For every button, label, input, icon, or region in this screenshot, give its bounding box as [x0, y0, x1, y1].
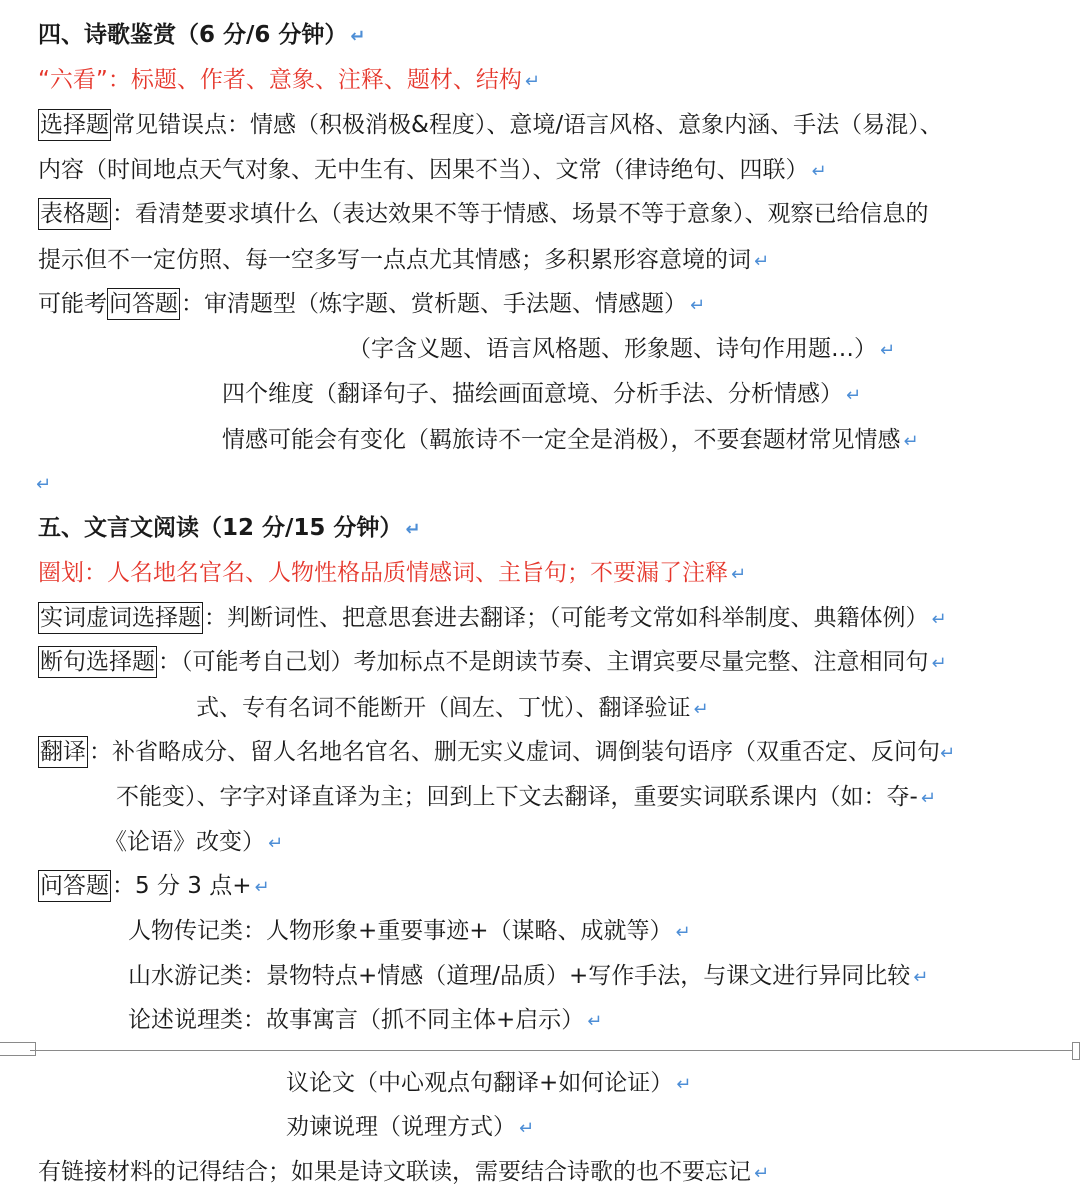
- return-arrow-icon: [932, 653, 947, 674]
- travel-text: 山水游记类：景物特点+情感（道理/品质）+写作手法，与课文进行异同比较: [128, 963, 911, 989]
- return-arrow-icon: [519, 1118, 534, 1139]
- table-line-1: [38, 197, 929, 231]
- section5-heading-text: 五、文言文阅读（12 分/15 分钟）: [38, 515, 403, 541]
- qa4-box: 问答题: [107, 288, 180, 320]
- translate-line-3: [104, 825, 283, 861]
- return-arrow-icon: [932, 609, 947, 630]
- punct-line-2: [196, 691, 709, 727]
- return-arrow-icon: [587, 1011, 602, 1032]
- return-arrow-icon: [694, 699, 709, 720]
- qa4-text-2: （字含义题、语言风格题、形象题、诗句作用题…）: [348, 336, 877, 362]
- translate-line-1: [38, 735, 955, 771]
- table-line-2: [38, 243, 769, 279]
- page-break-left-mark: [0, 1042, 36, 1056]
- choice-line-2: [38, 153, 827, 189]
- punct-line-1: [38, 645, 947, 681]
- qa4-text-1: ：审清题型（炼字题、赏析题、手法题、情感题）: [181, 291, 687, 317]
- return-arrow-icon: [940, 743, 955, 764]
- punct-box: 断句选择题: [38, 646, 157, 678]
- essay-text: 议论文（中心观点句翻译+如何论证）: [286, 1070, 674, 1096]
- six-looks-text: “六看”：标题、作者、意象、注释、题材、结构: [38, 67, 522, 93]
- qa4-line-2: [348, 332, 895, 368]
- essay-line: [286, 1066, 691, 1102]
- table-text-1: ：看清楚要求填什么（表达效果不等于情感、场景不等于意象）、观察已给信息的: [112, 201, 929, 227]
- persuasion-text: 劝谏说理（说理方式）: [286, 1114, 516, 1140]
- translate-text-1: ：补省略成分、留人名地名官名、删无实义虚词、调倒装句语序（双重否定、反问句: [89, 739, 940, 765]
- travel-line: [128, 959, 928, 995]
- return-arrow-icon: [268, 833, 283, 854]
- qa4-line-3: [222, 377, 861, 413]
- page-break-rule: [30, 1050, 1074, 1051]
- return-arrow-icon: [405, 519, 420, 540]
- word-choice-text: ：判断词性、把意思套进去翻译；（可能考文常如科举制度、典籍体例）: [204, 605, 929, 631]
- section4-heading: [38, 18, 366, 54]
- return-arrow-icon: [676, 922, 691, 943]
- qa4-text-4: 情感可能会有变化（羁旅诗不一定全是消极），不要套题材常见情感: [222, 427, 901, 453]
- circle-line: [38, 556, 746, 592]
- return-arrow-icon: [254, 877, 269, 898]
- choice-text-1: 常见错误点：情感（积极消极&程度）、意境/语言风格、意象内涵、手法（易混）、: [112, 112, 943, 138]
- return-arrow-icon: [904, 431, 919, 452]
- linked-text: 有链接材料的记得结合；如果是诗文联读，需要结合诗歌的也不要忘记: [38, 1159, 751, 1185]
- translate-box: 翻译: [38, 736, 88, 768]
- return-arrow-icon: [812, 161, 827, 182]
- argument-line: [128, 1003, 602, 1039]
- page-break: [0, 1046, 1080, 1056]
- biography-line: [128, 914, 691, 950]
- section5-heading: [38, 511, 421, 547]
- persuasion-line: [286, 1110, 534, 1146]
- return-arrow-icon: [690, 295, 705, 316]
- word-choice-line: [38, 601, 947, 637]
- return-arrow-icon: [913, 967, 928, 988]
- table-box: 表格题: [38, 198, 111, 230]
- section4-heading-text: 四、诗歌鉴赏（6 分/6 分钟）: [38, 22, 348, 48]
- word-choice-box: 实词虚词选择题: [38, 602, 203, 634]
- return-arrow-icon: [731, 564, 746, 585]
- argument-text: 论述说理类：故事寓言（抓不同主体+启示）: [128, 1007, 585, 1033]
- qa5-box: 问答题: [38, 870, 111, 902]
- return-arrow-icon: [846, 385, 861, 406]
- translate-text-2: 不能变）、字字对译直译为主；回到上下文去翻译，重要实词联系课内（如：夺-: [116, 784, 918, 810]
- qa5-text: ：5 分 3 点+: [112, 873, 252, 899]
- return-arrow-icon: [36, 474, 51, 495]
- return-arrow-icon: [525, 71, 540, 92]
- empty-paragraph: [33, 466, 51, 502]
- qa4-text-3: 四个维度（翻译句子、描绘画面意境、分析手法、分析情感）: [222, 381, 843, 407]
- return-arrow-icon: [754, 1163, 769, 1184]
- qa4-line-1: [38, 287, 705, 323]
- page-break-right-mark: [1072, 1042, 1080, 1060]
- table-text-2: 提示但不一定仿照、每一空多写一点点尤其情感；多积累形容意境的词: [38, 247, 751, 273]
- return-arrow-icon: [754, 251, 769, 272]
- qa4-line-4: [222, 423, 919, 459]
- return-arrow-icon: [880, 340, 895, 361]
- six-looks-line: [38, 63, 540, 99]
- biography-text: 人物传记类：人物形象+重要事迹+（谋略、成就等）: [128, 918, 673, 944]
- qa4-prefix: 可能考: [38, 291, 107, 317]
- qa5-line: [38, 869, 270, 905]
- punct-text-2: 式、专有名词不能断开（闾左、丁忧）、翻译验证: [196, 695, 691, 721]
- choice-box: 选择题: [38, 109, 111, 141]
- return-arrow-icon: [921, 788, 936, 809]
- return-arrow-icon: [350, 26, 365, 47]
- punct-text-1: ：（可能考自己划）考加标点不是朗读节奏、主谓宾要尽量完整、注意相同句: [158, 649, 929, 675]
- circle-text: 圈划：人名地名官名、人物性格品质情感词、主旨句；不要漏了注释: [38, 560, 728, 586]
- linked-line: [38, 1155, 769, 1191]
- choice-text-2: 内容（时间地点天气对象、无中生有、因果不当）、文常（律诗绝句、四联）: [38, 157, 809, 183]
- return-arrow-icon: [676, 1074, 691, 1095]
- translate-line-2: [116, 780, 936, 816]
- choice-line-1: [38, 108, 943, 142]
- translate-text-3: 《论语》改变）: [104, 829, 265, 855]
